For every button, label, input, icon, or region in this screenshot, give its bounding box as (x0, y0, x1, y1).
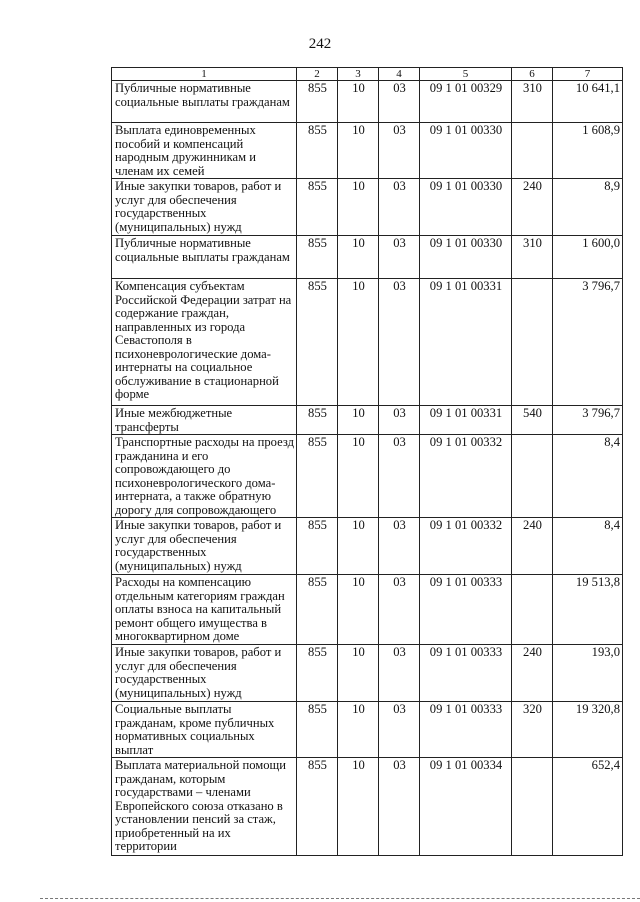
subsection-code: 03 (379, 123, 420, 179)
section-code: 10 (338, 518, 379, 575)
item-name: Иные закупки товаров, работ и услуг для обеспечения государственных (муниципальных) нужд (112, 645, 297, 702)
table-row (112, 406, 623, 435)
expense-type-code (512, 279, 553, 406)
expense-type-code (512, 575, 553, 645)
amount: 3 796,7 (553, 406, 623, 435)
table-row (112, 236, 623, 279)
expense-type-code: 310 (512, 81, 553, 123)
ministry-code: 855 (297, 279, 338, 406)
section-code: 10 (338, 645, 379, 702)
header-cell: 5 (420, 68, 512, 81)
table-row (112, 279, 623, 406)
item-name: Транспортные расходы на проезд гражданина и его сопровождающего до психоневрологического дома-интерната, а также обратную дорогу для сопровождающего (112, 435, 297, 518)
ministry-code: 855 (297, 702, 338, 758)
table-row (112, 702, 623, 758)
target-article-code: 09 1 01 00331 (420, 279, 512, 406)
header-row (112, 68, 623, 81)
ministry-code: 855 (297, 758, 338, 856)
target-article-code: 09 1 01 00330 (420, 236, 512, 279)
expense-type-code (512, 758, 553, 856)
section-code: 10 (338, 406, 379, 435)
target-article-code: 09 1 01 00333 (420, 575, 512, 645)
page-number: 242 (308, 36, 332, 52)
header-cell: 7 (553, 68, 623, 81)
amount: 8,9 (553, 179, 623, 236)
section-code: 10 (338, 279, 379, 406)
amount: 3 796,7 (553, 279, 623, 406)
subsection-code: 03 (379, 518, 420, 575)
target-article-code: 09 1 01 00329 (420, 81, 512, 123)
ministry-code: 855 (297, 236, 338, 279)
amount: 1 608,9 (553, 123, 623, 179)
header-cell: 1 (112, 68, 297, 81)
section-code: 10 (338, 702, 379, 758)
expense-type-code: 320 (512, 702, 553, 758)
target-article-code: 09 1 01 00333 (420, 645, 512, 702)
subsection-code: 03 (379, 575, 420, 645)
header-cell: 3 (338, 68, 379, 81)
expense-type-code (512, 435, 553, 518)
ministry-code: 855 (297, 645, 338, 702)
target-article-code: 09 1 01 00333 (420, 702, 512, 758)
ministry-code: 855 (297, 406, 338, 435)
item-name: Иные межбюджетные трансферты (112, 406, 297, 435)
expense-type-code: 240 (512, 179, 553, 236)
ministry-code: 855 (297, 575, 338, 645)
target-article-code: 09 1 01 00332 (420, 435, 512, 518)
expense-type-code: 240 (512, 645, 553, 702)
target-article-code: 09 1 01 00334 (420, 758, 512, 856)
amount: 8,4 (553, 435, 623, 518)
amount: 19 513,8 (553, 575, 623, 645)
amount: 652,4 (553, 758, 623, 856)
budget-table (111, 67, 623, 856)
subsection-code: 03 (379, 236, 420, 279)
table-row (112, 518, 623, 575)
table-row (112, 645, 623, 702)
section-code: 10 (338, 435, 379, 518)
expense-type-code: 540 (512, 406, 553, 435)
item-name: Расходы на компенсацию отдельным категориям граждан оплаты взноса на капитальный ремонт общего имущества в многоквартирном доме (112, 575, 297, 645)
ministry-code: 855 (297, 518, 338, 575)
amount: 8,4 (553, 518, 623, 575)
section-code: 10 (338, 575, 379, 645)
table-row (112, 123, 623, 179)
subsection-code: 03 (379, 179, 420, 236)
target-article-code: 09 1 01 00330 (420, 179, 512, 236)
item-name: Социальные выплаты гражданам, кроме публичных нормативных социальных выплат (112, 702, 297, 758)
expense-type-code: 240 (512, 518, 553, 575)
item-name: Выплата единовременных пособий и компенсаций народным дружинникам и членам их семей (112, 123, 297, 179)
subsection-code: 03 (379, 645, 420, 702)
item-name: Компенсация субъектам Российской Федерации затрат на содержание граждан, направленных из города Севастополя в психоневрологические дома-интернаты на социальное обслуживание в стационарной форме (112, 279, 297, 406)
amount: 10 641,1 (553, 81, 623, 123)
section-code: 10 (338, 236, 379, 279)
item-name: Иные закупки товаров, работ и услуг для обеспечения государственных (муниципальных) нужд (112, 518, 297, 575)
header-cell: 2 (297, 68, 338, 81)
amount: 19 320,8 (553, 702, 623, 758)
target-article-code: 09 1 01 00331 (420, 406, 512, 435)
header-cell: 6 (512, 68, 553, 81)
section-code: 10 (338, 179, 379, 236)
header-cell: 4 (379, 68, 420, 81)
table-row (112, 435, 623, 518)
subsection-code: 03 (379, 406, 420, 435)
section-code: 10 (338, 123, 379, 179)
amount: 1 600,0 (553, 236, 623, 279)
bottom-scan-edge (40, 898, 640, 899)
table-row (112, 179, 623, 236)
table-row (112, 758, 623, 856)
ministry-code: 855 (297, 435, 338, 518)
table-row (112, 575, 623, 645)
item-name: Публичные нормативные социальные выплаты гражданам (112, 81, 297, 123)
section-code: 10 (338, 758, 379, 856)
subsection-code: 03 (379, 81, 420, 123)
amount: 193,0 (553, 645, 623, 702)
subsection-code: 03 (379, 702, 420, 758)
ministry-code: 855 (297, 179, 338, 236)
subsection-code: 03 (379, 758, 420, 856)
ministry-code: 855 (297, 123, 338, 179)
subsection-code: 03 (379, 279, 420, 406)
table-row (112, 81, 623, 123)
expense-type-code: 310 (512, 236, 553, 279)
target-article-code: 09 1 01 00332 (420, 518, 512, 575)
subsection-code: 03 (379, 435, 420, 518)
ministry-code: 855 (297, 81, 338, 123)
item-name: Публичные нормативные социальные выплаты гражданам (112, 236, 297, 279)
item-name: Выплата материальной помощи гражданам, которым государствами – членами Европейского союза отказано в установлении пенсий за стаж, приобретенный на их территории (112, 758, 297, 856)
section-code: 10 (338, 81, 379, 123)
expense-type-code (512, 123, 553, 179)
item-name: Иные закупки товаров, работ и услуг для обеспечения государственных (муниципальных) нужд (112, 179, 297, 236)
target-article-code: 09 1 01 00330 (420, 123, 512, 179)
